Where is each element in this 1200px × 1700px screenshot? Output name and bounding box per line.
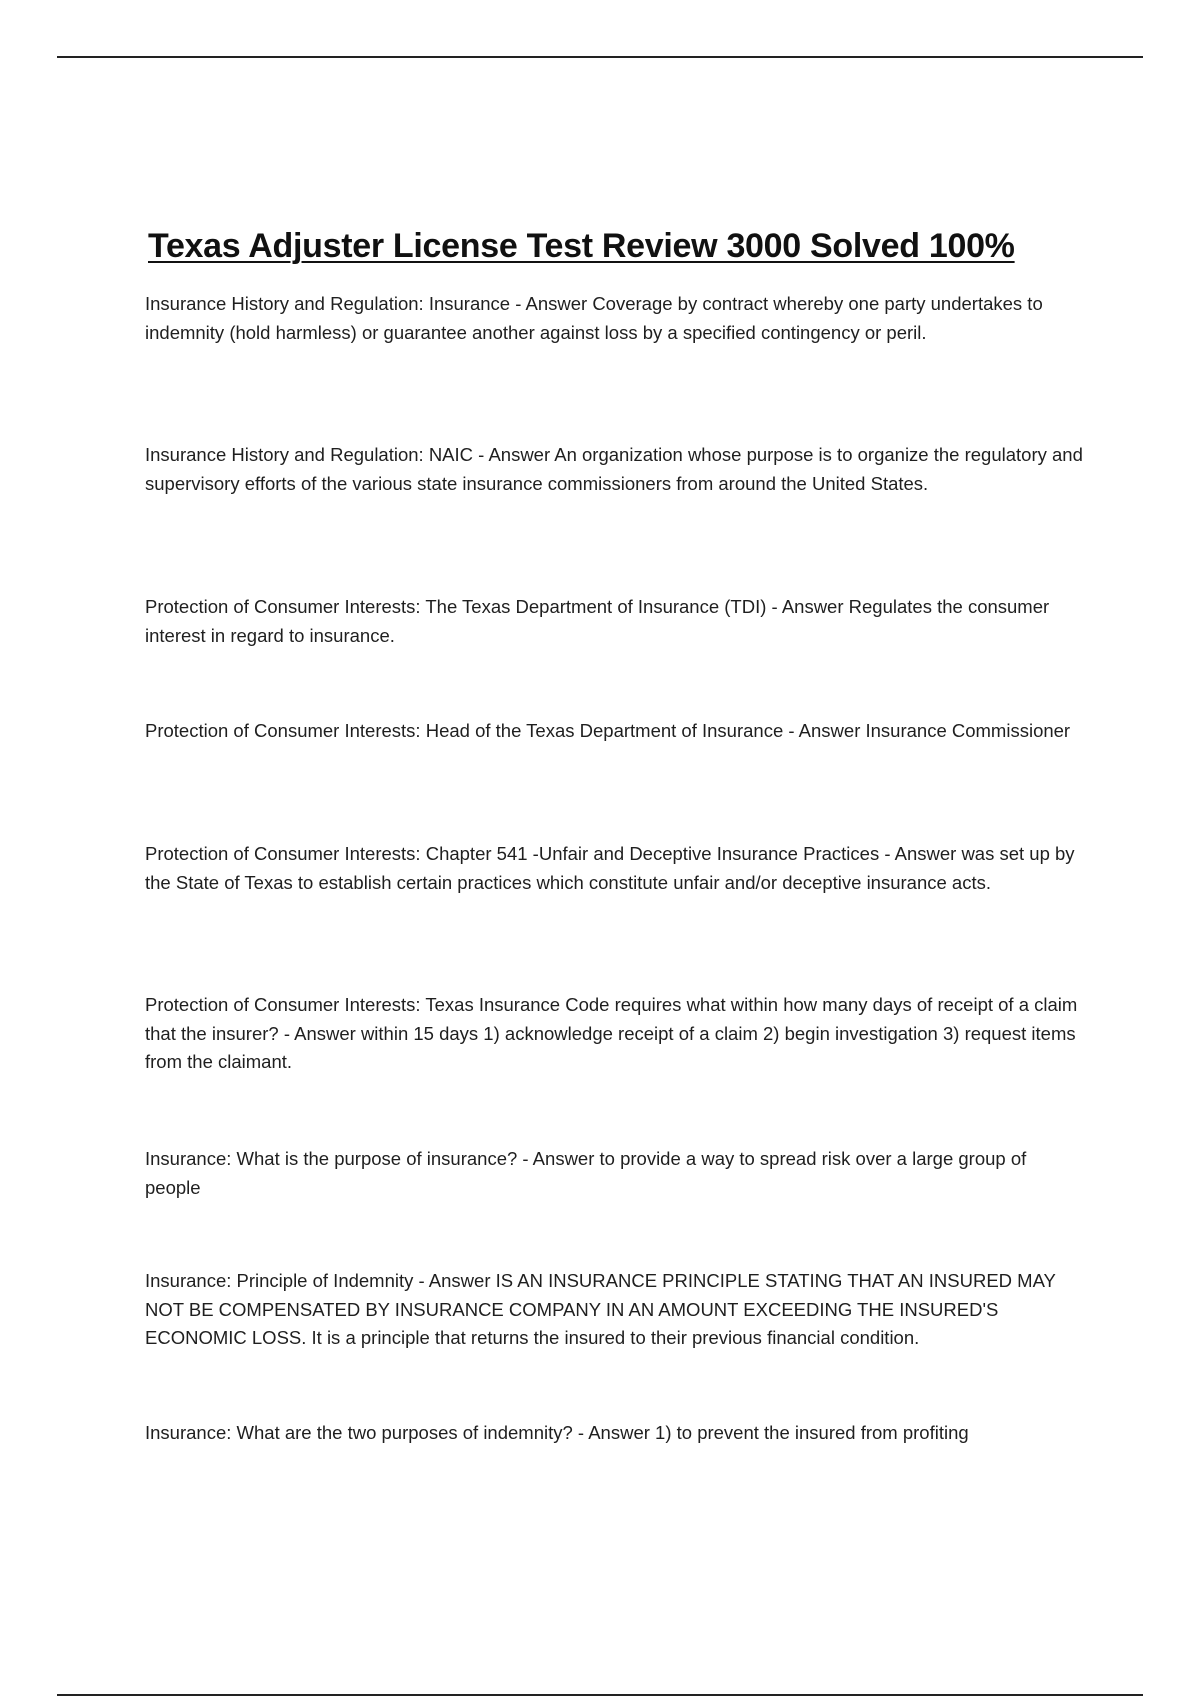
bottom-divider: [57, 1694, 1143, 1696]
qa-entry-5: Protection of Consumer Interests: Chapter 541 -Unfair and Deceptive Insurance Practices - Answer was set up by the State of Texas to establish certain practices which constitute unfair and/or deceptive insurance acts.: [145, 843, 1075, 893]
qa-entry-7: Insurance: What is the purpose of insurance? - Answer to provide a way to spread risk over a large group of people: [145, 1148, 1027, 1198]
qa-entry-1: Insurance History and Regulation: Insurance - Answer Coverage by contract whereby one party undertakes to indemnity (hold harmless) or guarantee another against loss by a specified contingency or peril.: [145, 293, 1043, 343]
qa-entry-6: Protection of Consumer Interests: Texas Insurance Code requires what within how many days of receipt of a claim that the insurer? - Answer within 15 days 1) acknowledge receipt of a claim 2) begin investigation 3) request items from the claimant.: [145, 994, 1078, 1072]
qa-entry-2: Insurance History and Regulation: NAIC - Answer An organization whose purpose is to organize the regulatory and supervisory efforts of the various state insurance commissioners from around the United States.: [145, 444, 1083, 494]
qa-entry-3: Protection of Consumer Interests: The Texas Department of Insurance (TDI) - Answer Regulates the consumer interest in regard to insurance.: [145, 596, 1050, 646]
qa-entry-4: Protection of Consumer Interests: Head of the Texas Department of Insurance - Answer Insurance Commissioner: [145, 720, 1071, 741]
document-title: Texas Adjuster License Test Review 3000 Solved 100%: [148, 227, 1015, 265]
qa-entry-8: Insurance: Principle of Indemnity - Answer IS AN INSURANCE PRINCIPLE STATING THAT AN INSURED MAY NOT BE COMPENSATED BY INSURANCE COMPANY IN AN AMOUNT EXCEEDING THE INSURED'S ECONOMIC LOSS. It is a principle that returns the insured to their previous financial condition.: [145, 1270, 1056, 1348]
qa-entry-9: Insurance: What are the two purposes of indemnity? - Answer 1) to prevent the insured from profiting: [145, 1422, 969, 1443]
top-divider: [57, 56, 1143, 58]
